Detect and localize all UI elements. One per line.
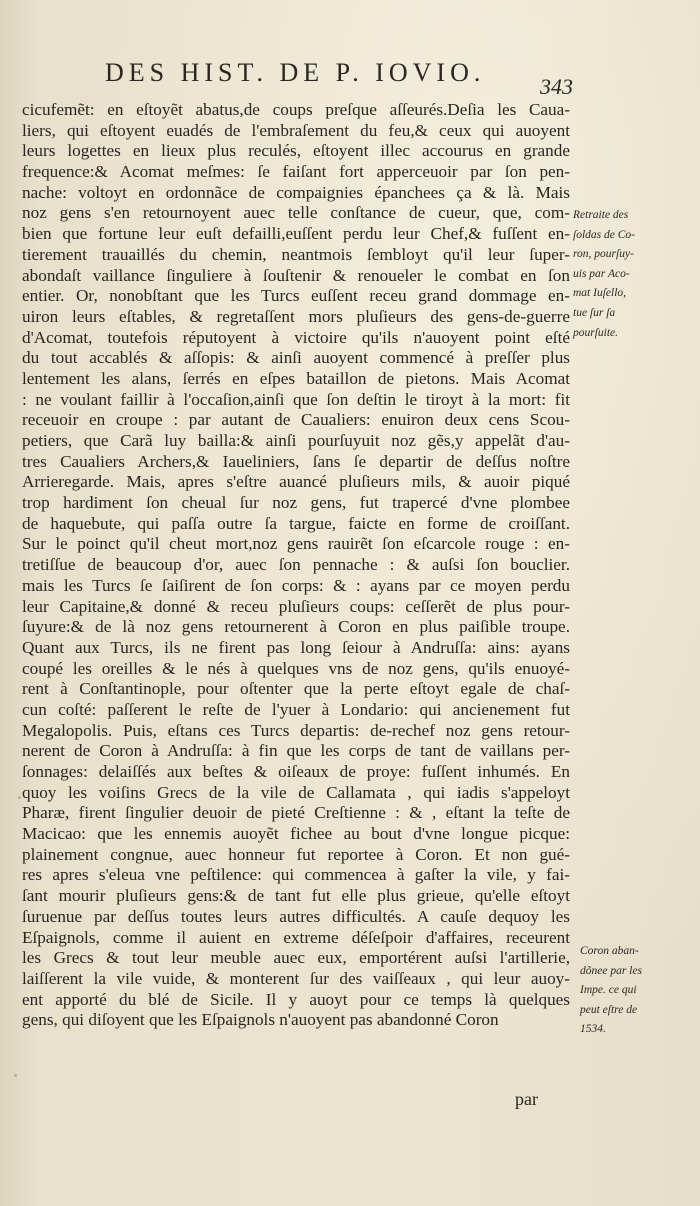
margin-note-line: dõnee par les	[580, 964, 642, 977]
text-line: trop hardiment ſon cheual ſur noz gens, fut trapercé d'vne plombee	[22, 493, 570, 513]
page-header	[0, 58, 700, 98]
body-text	[22, 100, 570, 1031]
text-line: leurs logettes en lieux plus reculés, eſtoyent illec accourus en grande	[22, 141, 570, 161]
text-line: plainement congnue, auec honneur fut reportee à Coron. Et non gué-	[22, 844, 570, 864]
margin-note-line: Impe. ce qui	[580, 984, 637, 997]
text-line: ſuruenue par deſſus toutes leurs autres difficultés. A cauſe dequoy les	[22, 906, 570, 926]
paper-speck	[18, 796, 21, 799]
margin-note-line: tue ſur ſa	[573, 306, 616, 319]
text-line: d'Acomat, toutefois réputoyent à victoire qu'ils n'auoyent point eſté	[22, 327, 570, 347]
text-line: cicufemẽt: en eſtoyẽt abatus,de coups preſque aſſeurés.Deſia les Caua-	[22, 100, 570, 119]
margin-note-line: pourſuite.	[573, 326, 619, 339]
text-line: lentement les alans, ſerrés en eſpes bataillon de pietons. Mais Acomat	[22, 368, 570, 388]
text-line: frequence:& Acomat meſmes: ſe faiſant fort apperceuoir par ſon pen-	[22, 162, 570, 182]
text-line: Macicao: que les ennemis auoyẽt fichee au bout d'vne longue picque:	[22, 824, 570, 844]
text-line: abondaſt vaillance ſinguliere à ſouſtenir & renoueler le combat en ſon	[22, 265, 570, 285]
text-line: coupé les oreilles & le nés à quelques vns de noz gens, qu'ils enuoyé-	[22, 658, 570, 678]
text-line: mais les Turcs ſe ſaiſirent de ſon corps: & : ayans par ce moyen perdu	[22, 575, 570, 595]
text-line: uiron leurs eſtables, & regretaſſent mors pluſieurs des gens-de-guerre	[22, 306, 570, 326]
text-line: ent apporté du blé de Sicile. Il y auoyt pour ce temps là quelques	[22, 989, 570, 1009]
margin-note-coron	[580, 942, 692, 1040]
text-line: tierement trauaillés du chemin, neantmois ſembloyt qu'il leur ſuper-	[22, 244, 570, 264]
text-line: entier. Or, nonobſtant que les Turcs euſſent receu grand dommage en-	[22, 286, 570, 306]
page-number: 343	[540, 74, 573, 99]
text-line: Megalopolis. Puis, eſtans ces Turcs departis: de-rechef noz gens retour-	[22, 720, 570, 740]
text-line: les Grecs & tout leur meuble auec eux, emportérent auſsi l'artillerie,	[22, 948, 570, 968]
text-line: tretiſſue de beaucoup d'or, auec ſon pennache : & auſsi ſon bouclier.	[22, 555, 570, 575]
text-line: nache: voltoyt en ordonnãce de compaignies épanchees ça & là. Mais	[22, 182, 570, 202]
text-line: laiſſerent la vile vuide, & monterent ſur des vaiſſeaux , qui leur auoy-	[22, 968, 570, 988]
text-line: res apres s'eleua vne peſtilence: qui commencea à gaſter la vile, y fai-	[22, 865, 570, 885]
margin-note-line: 1534.	[580, 1023, 606, 1036]
text-line: Arrieregarde. Mais, apres s'eſtre auancé pluſieurs mils, & auoir piqué	[22, 472, 570, 492]
margin-note-line: Retraite des	[573, 209, 629, 221]
margin-note-line: peut eſtre de	[580, 1003, 638, 1016]
text-line: petiers, que Carã luy bailla:& ainſi pourſuyuit noz gẽs,y appelãt d'au-	[22, 431, 570, 450]
margin-note-line: Coron aban-	[580, 945, 639, 957]
text-line: liers, qui eſtoyent euadés de l'embraſement du feu,& ceux qui auoyent	[22, 120, 570, 140]
text-line: tres Caualiers Archers,& Iaueliniers, ſans ſe departir de deſſus noſtre	[22, 451, 570, 471]
text-line: quoy les voiſins Grecs de la vile de Callamata , qui iadis s'appeloyt	[22, 782, 570, 802]
text-line: ſonnages: delaiſſés aux beſtes & oiſeaux de proye: fuſſent inhumés. En	[22, 762, 570, 781]
text-line: noz gens s'en retournoyent auec telle conſtance de cueur, que, com-	[22, 203, 570, 223]
margin-note-retraite	[573, 206, 685, 343]
text-line: leur Capitaine,& donné & receu pluſieurs coups: ceſſerẽt de plus pour-	[22, 596, 570, 616]
catchword: par	[515, 1089, 538, 1109]
text-line: : ne voulant faillir à l'occaſion,ainſi que ſon deſtin le tiroyt à la mort: fit	[22, 389, 570, 409]
paper-speck	[14, 1074, 17, 1077]
text-line: de haquebute, qui paſſa outre ſa targue, faicte en forme de croiſſant.	[22, 513, 570, 533]
margin-note-line: ron, pourſuy-	[573, 248, 634, 261]
text-line: receuoir en croupe : par autant de Caualiers: enuiron deux cens Scou-	[22, 410, 570, 430]
text-line: Pharæ, firent ſingulier deuoir de pieté Creſtienne : & , eſtant la teſte de	[22, 803, 570, 823]
text-line: nerent de Coron à Andruſſa: à fin que les corps de tant de vaillans per-	[22, 741, 570, 761]
text-line: Sur le poinct qu'il cheut mort,noz gens rauirẽt ſon eſcarcole rouge : en-	[22, 534, 570, 554]
margin-note-line: ſoldas de Co-	[573, 228, 635, 241]
text-line: Eſpaignols, comme il auient en extreme déſeſpoir d'affaires, receurent	[22, 927, 570, 947]
text-line: cun coſté: paſſerent le reſte de l'yuer à Londario: qui ancienement fut	[22, 699, 570, 719]
margin-note-line: uis par Aco-	[573, 267, 630, 280]
text-line: gens, qui diſoyent que les Eſpaignols n'auoyent pas abandonné Coron	[22, 1010, 499, 1030]
margin-note-line: mat Iuſello,	[573, 287, 627, 300]
text-line: du tout accablés & aſſopis: & ainſi auoyent commencé à preſſer plus	[22, 348, 570, 368]
text-line: bien que fortune leur euſt defailli,euſſent perdu leur Chef,& fuſſent en-	[22, 224, 570, 244]
running-head: DES HIST. DE P. IOVIO.	[105, 58, 486, 87]
text-line: ſuyure:& de là noz gens retournerent à Coron en plus paiſible troupe.	[22, 617, 570, 637]
text-line: Quant aux Turcs, ils ne firent pas long ſeiour à Andruſſa: ains: ayans	[22, 637, 570, 657]
text-line: rent à Conſtantinople, pour oſtenter que la perte eſtoyt egale de chaſ-	[22, 679, 570, 699]
text-line: ſant mourir pluſieurs gens:& de tant fut elle plus grieue, qu'elle eſtoyt	[22, 886, 570, 906]
